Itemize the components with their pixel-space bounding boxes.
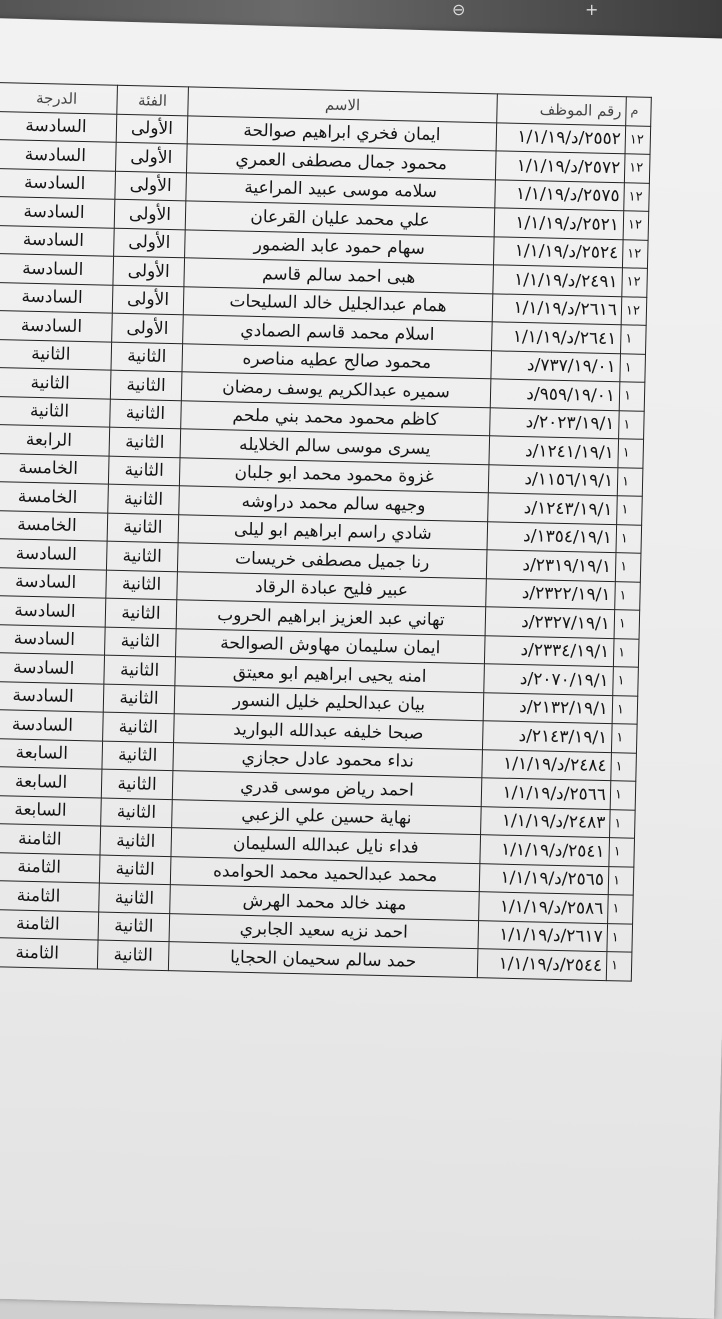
employee-id-cell: ٢١٣٢/١٩/١/د	[483, 692, 613, 723]
grade-cell: السادسة	[0, 538, 107, 569]
name-cell: مهند خالد محمد الهرش	[170, 885, 480, 921]
grade-cell: الثامنة	[0, 937, 98, 968]
name-cell: نهاية حسين علي الزعبي	[172, 799, 482, 835]
category-cell: الثانية	[101, 769, 173, 799]
row-index: ١	[608, 895, 634, 924]
name-cell: محمود جمال مصطفى العمري	[186, 144, 496, 180]
grade-cell: السادسة	[0, 168, 116, 199]
category-cell: الثانية	[108, 456, 180, 486]
row-index: ١	[614, 610, 640, 639]
employee-id-cell: ٢٥٧٢/د/١/١/١٩	[495, 151, 625, 182]
grade-cell: الخامسة	[0, 481, 108, 512]
name-cell: رنا جميل مصطفى خريسات	[177, 543, 487, 579]
employee-id-cell: ٢٥٤١/د/١/١/١٩	[480, 835, 610, 866]
name-cell: سميره عبدالكريم يوسف رمضان	[181, 372, 491, 408]
grade-cell: الخامسة	[0, 510, 108, 541]
name-cell: اسلام محمد قاسم الصمادي	[183, 315, 493, 351]
header-category: الفئة	[117, 85, 189, 115]
employee-id-cell: ٢٦١٦/د/١/١/١٩	[492, 293, 622, 324]
row-index: ١	[613, 667, 639, 696]
employee-id-cell: ٢٥٤٤/د/١/١/١٩	[477, 949, 607, 980]
name-cell: ايمان سليمان مهاوش الصوالحة	[176, 628, 486, 664]
name-cell: شادي راسم ابراهيم ابو ليلى	[178, 514, 488, 550]
plus-icon: +	[585, 0, 599, 19]
category-cell: الأولى	[115, 171, 187, 201]
tab-icon: ⊖	[452, 0, 466, 19]
grade-cell: السادسة	[0, 225, 114, 256]
employee-id-cell: ٢٥٢١/د/١/١/١٩	[494, 208, 624, 239]
grade-cell: السادسة	[0, 652, 105, 683]
grade-cell: الثانية	[0, 339, 112, 370]
row-index: ١	[613, 638, 639, 667]
category-cell: الثانية	[97, 940, 169, 970]
employee-id-cell: ٩٥٩/١٩/٠١/د	[490, 379, 620, 410]
row-index: ١٢	[625, 125, 651, 154]
name-cell: احمد رياض موسى قدري	[172, 771, 482, 807]
employee-id-cell: ٢٦١٧/د/١/١/١٩	[478, 920, 608, 951]
category-cell: الثانية	[105, 627, 177, 657]
category-cell: الأولى	[113, 256, 185, 286]
grade-cell: الثامنة	[0, 823, 101, 854]
name-cell: بيان عبدالحليم خليل النسور	[174, 685, 484, 721]
employee-id-cell: ١٢٤٣/١٩/١/د	[488, 493, 618, 524]
category-cell: الأولى	[112, 313, 184, 343]
category-cell: الثانية	[110, 370, 182, 400]
row-index: ١	[607, 923, 633, 952]
category-cell: الثانية	[105, 598, 177, 628]
name-cell: وجيهه سالم محمد دراوشه	[179, 486, 489, 522]
employee-id-cell: ٢٤٩١/د/١/١/١٩	[493, 265, 623, 296]
grade-cell: السابعة	[0, 738, 103, 769]
category-cell: الثانية	[103, 712, 175, 742]
employee-id-cell: ٢٥٧٥/د/١/١/١٩	[495, 179, 625, 210]
category-cell: الثانية	[109, 427, 181, 457]
category-cell: الثانية	[98, 912, 170, 942]
employee-id-cell: ٢٠٧٠/١٩/١/د	[484, 664, 614, 695]
name-cell: فداء نايل عبدالله السليمان	[171, 828, 481, 864]
employee-id-cell: ٧٣٧/١٩/٠١/د	[491, 350, 621, 381]
category-cell: الثانية	[104, 655, 176, 685]
name-cell: تهاني عبد العزيز ابراهيم الحروب	[176, 600, 486, 636]
employee-id-cell: ٢٥٢٤/د/١/١/١٩	[493, 236, 623, 267]
row-index: ١	[608, 866, 634, 895]
grade-cell: السادسة	[0, 253, 114, 284]
header-index: م	[626, 97, 652, 126]
employee-id-cell: ٢٦٤١/د/١/١/١٩	[492, 322, 622, 353]
name-cell: صبحا خليفه عبدالله البواريد	[174, 714, 484, 750]
row-index: ١	[620, 353, 646, 382]
grade-cell: الثامنة	[0, 880, 99, 911]
category-cell: الأولى	[116, 142, 188, 172]
name-cell: هبى احمد سالم قاسم	[184, 258, 494, 294]
row-index: ١٢	[622, 239, 648, 268]
category-cell: الثانية	[110, 399, 182, 429]
category-cell: الأولى	[112, 285, 184, 315]
name-cell: ايمان فخري ابراهيم صوالحة	[187, 115, 497, 151]
employee-id-cell: ٢٣٢٢/١٩/١/د	[486, 578, 616, 609]
name-cell: يسرى موسى سالم الخلايله	[180, 429, 490, 465]
grade-cell: السادسة	[0, 567, 106, 598]
grade-cell: السادسة	[0, 681, 104, 712]
header-grade: الدرجة	[0, 83, 117, 114]
grade-cell: الثانية	[0, 396, 110, 427]
employee-id-cell: ٢١٤٣/١٩/١/د	[482, 721, 612, 752]
row-index: ١	[612, 695, 638, 724]
category-cell: الثانية	[101, 798, 173, 828]
employee-id-cell: ٢٥٨٦/د/١/١/١٩	[479, 892, 609, 923]
row-index: ١	[616, 524, 642, 553]
row-index: ١	[615, 553, 641, 582]
grade-cell: السادسة	[0, 709, 103, 740]
employee-id-cell: ١٢٤١/١٩/١/د	[489, 436, 619, 467]
name-cell: امنه يحيى ابراهيم ابو معيتق	[175, 657, 485, 693]
name-cell: علي محمد عليان القرعان	[185, 201, 495, 237]
row-index: ١	[617, 496, 643, 525]
name-cell: محمود صالح عطيه مناصره	[182, 343, 492, 379]
category-cell: الثانية	[106, 570, 178, 600]
employee-id-cell: ٢٤٨٤/د/١/١/١٩	[482, 749, 612, 780]
name-cell: نداء محمود عادل حجازي	[173, 742, 483, 778]
row-index: ١	[615, 581, 641, 610]
row-index: ١	[611, 724, 637, 753]
name-cell: غزوة محمود محمد ابو جلبان	[179, 457, 489, 493]
category-cell: الثانية	[100, 826, 172, 856]
employee-id-cell: ٢٥٥٢/د/١/١/١٩	[496, 122, 626, 153]
row-index: ١	[619, 410, 645, 439]
row-index: ١٢	[624, 182, 650, 211]
grade-cell: السادسة	[0, 196, 115, 227]
category-cell: الأولى	[114, 228, 186, 258]
name-cell: سهام حمود عابد الضمور	[185, 229, 495, 265]
category-cell: الأولى	[116, 114, 188, 144]
grade-cell: السادسة	[0, 111, 117, 142]
category-cell: الثانية	[99, 883, 171, 913]
row-index: ١٢	[624, 154, 650, 183]
name-cell: حمد سالم سحيمان الحجايا	[168, 942, 478, 978]
grade-cell: السادسة	[0, 624, 105, 655]
employee-id-cell: ٢٤٨٣/د/١/١/١٩	[481, 806, 611, 837]
grade-cell: السادسة	[0, 310, 112, 341]
name-cell: عبير فليح عبادة الرقاد	[177, 571, 487, 607]
category-cell: الثانية	[111, 342, 183, 372]
row-index: ١	[621, 325, 647, 354]
category-cell: الثانية	[106, 541, 178, 571]
row-index: ١	[610, 781, 636, 810]
category-cell: الأولى	[114, 199, 186, 229]
grade-cell: الثانية	[0, 367, 111, 398]
grade-cell: السابعة	[0, 766, 102, 797]
category-cell: الثانية	[108, 484, 180, 514]
grade-cell: الرابعة	[0, 424, 110, 455]
table-body	[0, 111, 651, 981]
employee-id-cell: ٢٠٢٣/١٩/١/د	[490, 407, 620, 438]
row-index: ١	[606, 952, 632, 981]
employee-id-cell: ٢٣٢٧/١٩/١/د	[485, 607, 615, 638]
category-cell: الثانية	[102, 741, 174, 771]
row-index: ١	[611, 752, 637, 781]
grade-cell: الثامنة	[0, 909, 99, 940]
row-index: ١٢	[621, 296, 647, 325]
header-employee-id: رقم الموظف	[497, 94, 627, 125]
category-cell: الثانية	[99, 855, 171, 885]
employee-id-cell: ٢٥٦٦/د/١/١/١٩	[481, 778, 611, 809]
grade-cell: السابعة	[0, 795, 101, 826]
row-index: ١	[609, 838, 635, 867]
row-index: ١	[618, 439, 644, 468]
grade-cell: السادسة	[0, 595, 106, 626]
grade-cell: الخامسة	[0, 453, 109, 484]
employee-id-cell: ١٣٥٤/١٩/١/د	[487, 521, 617, 552]
grade-cell: السادسة	[0, 139, 116, 170]
category-cell: الثانية	[107, 513, 179, 543]
row-index: ١	[617, 467, 643, 496]
grade-cell: الثامنة	[0, 852, 100, 883]
category-cell: الثانية	[103, 684, 175, 714]
employee-id-cell: ١١٥٦/١٩/١/د	[488, 464, 618, 495]
name-cell: احمد نزيه سعيد الجابري	[169, 913, 479, 949]
employee-table	[0, 82, 652, 981]
row-index: ١	[610, 809, 636, 838]
row-index: ١٢	[622, 268, 648, 297]
header-name: الاسم	[188, 87, 498, 123]
employee-id-cell: ٢٣١٩/١٩/١/د	[486, 550, 616, 581]
row-index: ١	[619, 382, 645, 411]
name-cell: همام عبدالجليل خالد السليحات	[183, 286, 493, 322]
employee-id-cell: ٢٣٣٤/١٩/١/د	[484, 635, 614, 666]
row-index: ١٢	[623, 211, 649, 240]
name-cell: سلامه موسى عبيد المراعية	[186, 172, 496, 208]
name-cell: محمد عبدالحميد محمد الحوامده	[170, 856, 480, 892]
grade-cell: السادسة	[0, 282, 113, 313]
employee-id-cell: ٢٥٦٥/د/١/١/١٩	[479, 863, 609, 894]
name-cell: كاظم محمود محمد بني ملحم	[181, 400, 491, 436]
